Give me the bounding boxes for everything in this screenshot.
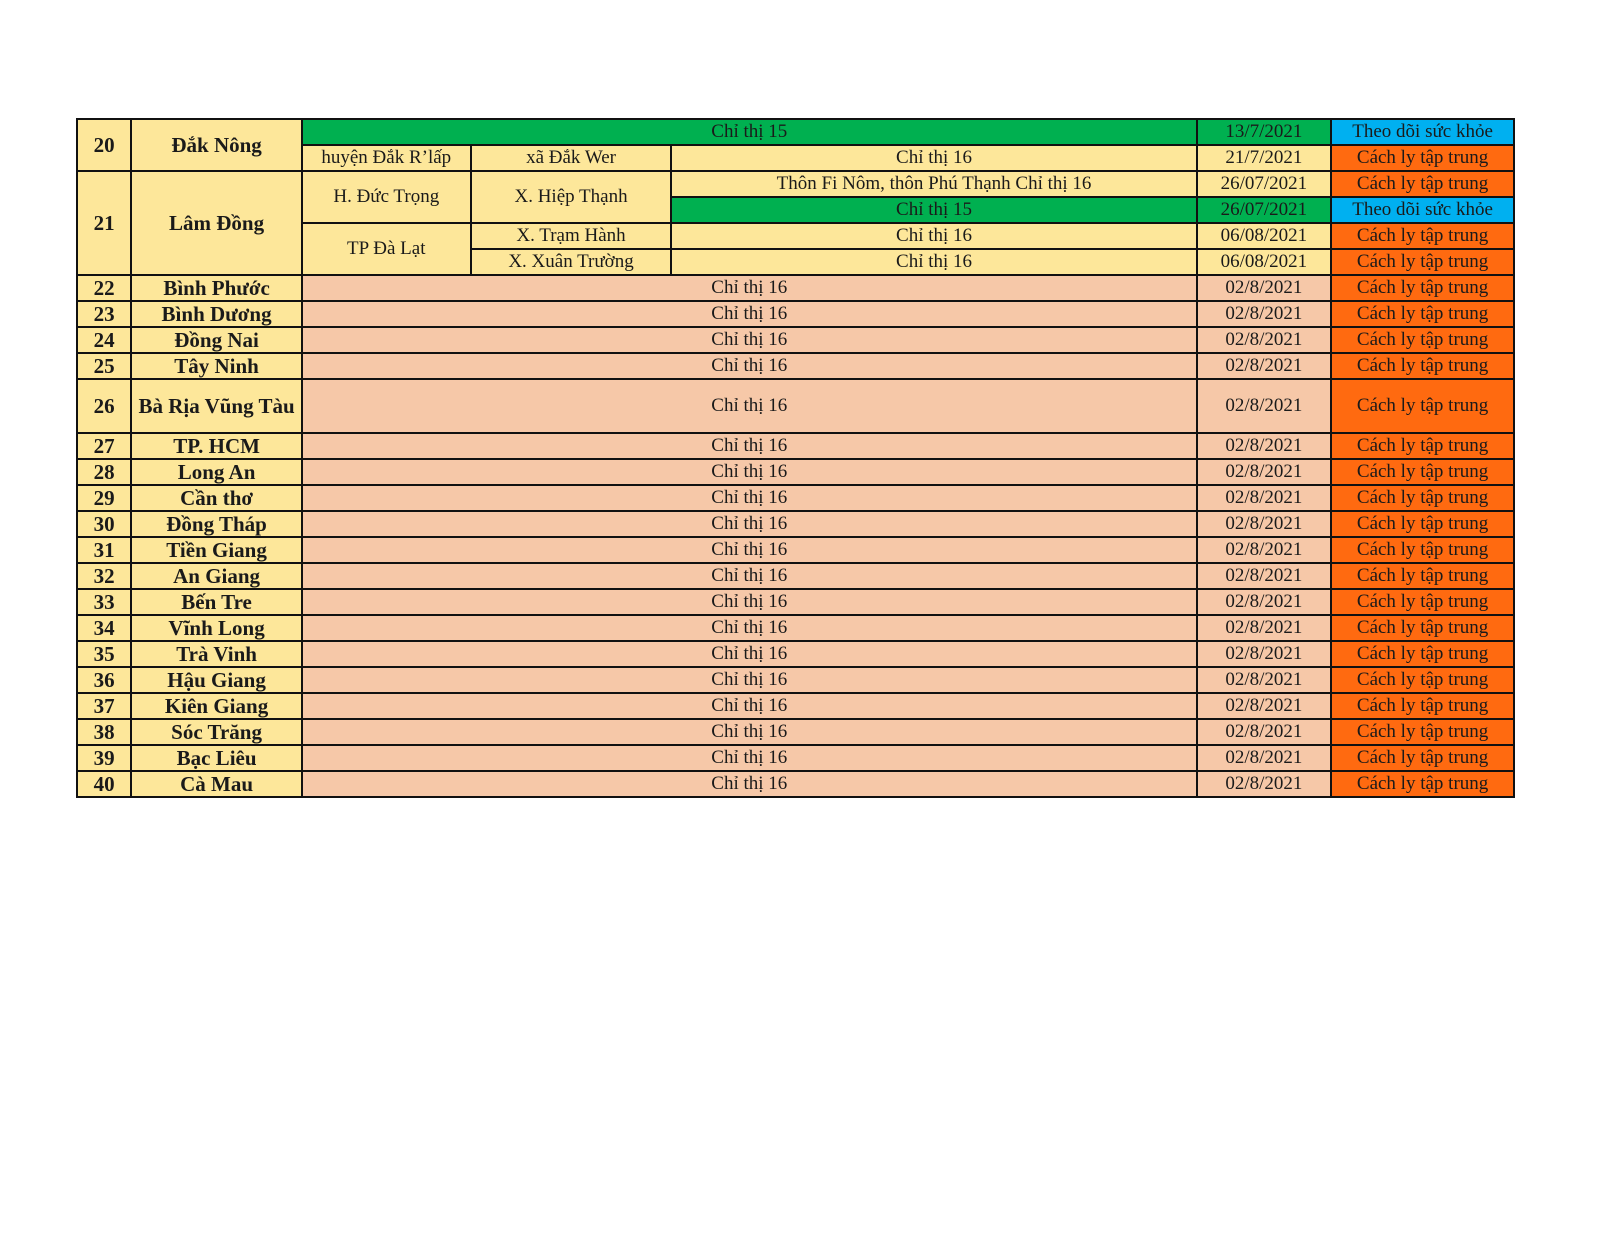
table-row xyxy=(77,433,1514,459)
row-number: 22 xyxy=(77,275,131,301)
date-cell: 02/8/2021 xyxy=(1197,327,1332,353)
row-number: 30 xyxy=(77,511,131,537)
status-cell: Cách ly tập trung xyxy=(1331,615,1514,641)
status-cell: Cách ly tập trung xyxy=(1331,719,1514,745)
province-name: Cà Mau xyxy=(131,771,302,797)
measure-cell: Chỉ thị 16 xyxy=(302,459,1197,485)
status-cell: Theo dõi sức khỏe xyxy=(1331,119,1514,145)
measure-cell: Chỉ thị 16 xyxy=(302,301,1197,327)
status-cell: Cách ly tập trung xyxy=(1331,511,1514,537)
date-cell: 26/07/2021 xyxy=(1197,171,1332,197)
district-cell: TP Đà Lạt xyxy=(302,223,471,275)
status-cell: Cách ly tập trung xyxy=(1331,223,1514,249)
date-cell: 02/8/2021 xyxy=(1197,511,1332,537)
measure-cell: Chỉ thị 16 xyxy=(302,589,1197,615)
date-cell: 02/8/2021 xyxy=(1197,537,1332,563)
province-name: Đắk Nông xyxy=(131,119,302,171)
table-row xyxy=(77,667,1514,693)
date-cell: 02/8/2021 xyxy=(1197,589,1332,615)
date-cell: 02/8/2021 xyxy=(1197,719,1332,745)
date-cell: 02/8/2021 xyxy=(1197,275,1332,301)
date-cell: 26/07/2021 xyxy=(1197,197,1332,223)
measure-cell: Chỉ thị 16 xyxy=(671,145,1196,171)
province-name: TP. HCM xyxy=(131,433,302,459)
date-cell: 06/08/2021 xyxy=(1197,223,1332,249)
measure-cell: Chỉ thị 16 xyxy=(302,353,1197,379)
status-cell: Cách ly tập trung xyxy=(1331,275,1514,301)
date-cell: 02/8/2021 xyxy=(1197,563,1332,589)
row-number: 40 xyxy=(77,771,131,797)
measure-cell: Chỉ thị 15 xyxy=(302,119,1197,145)
row-number: 25 xyxy=(77,353,131,379)
measure-cell: Chỉ thị 16 xyxy=(302,719,1197,745)
table-row xyxy=(77,511,1514,537)
province-name: Cần thơ xyxy=(131,485,302,511)
status-cell: Theo dõi sức khỏe xyxy=(1331,197,1514,223)
row-number: 38 xyxy=(77,719,131,745)
measure-cell: Chỉ thị 16 xyxy=(302,771,1197,797)
row-number: 29 xyxy=(77,485,131,511)
table-row xyxy=(77,485,1514,511)
table-row xyxy=(77,119,1514,145)
measure-cell: Thôn Fi Nôm, thôn Phú Thạnh Chỉ thị 16 xyxy=(671,171,1196,197)
restriction-table xyxy=(76,118,1515,798)
province-name: Lâm Đồng xyxy=(131,171,302,275)
measure-cell: Chỉ thị 16 xyxy=(302,485,1197,511)
province-name: Sóc Trăng xyxy=(131,719,302,745)
commune-cell: xã Đắk Wer xyxy=(471,145,672,171)
table-row xyxy=(77,327,1514,353)
status-cell: Cách ly tập trung xyxy=(1331,459,1514,485)
commune-cell: X. Xuân Trường xyxy=(471,249,672,275)
row-number: 35 xyxy=(77,641,131,667)
row-number: 23 xyxy=(77,301,131,327)
status-cell: Cách ly tập trung xyxy=(1331,145,1514,171)
date-cell: 02/8/2021 xyxy=(1197,615,1332,641)
table-row xyxy=(77,379,1514,433)
date-cell: 02/8/2021 xyxy=(1197,771,1332,797)
table-row xyxy=(77,301,1514,327)
status-cell: Cách ly tập trung xyxy=(1331,433,1514,459)
table-row xyxy=(77,275,1514,301)
province-name: Bà Rịa Vũng Tàu xyxy=(131,379,302,433)
status-cell: Cách ly tập trung xyxy=(1331,667,1514,693)
date-cell: 02/8/2021 xyxy=(1197,667,1332,693)
row-number: 27 xyxy=(77,433,131,459)
table-row xyxy=(77,353,1514,379)
row-number: 21 xyxy=(77,171,131,275)
province-name: Kiên Giang xyxy=(131,693,302,719)
measure-cell: Chỉ thị 16 xyxy=(302,563,1197,589)
date-cell: 02/8/2021 xyxy=(1197,353,1332,379)
measure-cell: Chỉ thị 16 xyxy=(302,433,1197,459)
row-number: 37 xyxy=(77,693,131,719)
measure-cell: Chỉ thị 16 xyxy=(302,537,1197,563)
status-cell: Cách ly tập trung xyxy=(1331,693,1514,719)
table-row xyxy=(77,641,1514,667)
measure-cell: Chỉ thị 16 xyxy=(671,223,1196,249)
province-name: Đồng Tháp xyxy=(131,511,302,537)
measure-cell: Chỉ thị 16 xyxy=(302,693,1197,719)
table-row xyxy=(77,459,1514,485)
status-cell: Cách ly tập trung xyxy=(1331,485,1514,511)
table-row xyxy=(77,745,1514,771)
province-name: Hậu Giang xyxy=(131,667,302,693)
province-name: Vĩnh Long xyxy=(131,615,302,641)
measure-cell: Chỉ thị 16 xyxy=(302,641,1197,667)
district-cell: huyện Đắk R’lấp xyxy=(302,145,471,171)
date-cell: 06/08/2021 xyxy=(1197,249,1332,275)
measure-cell: Chỉ thị 16 xyxy=(302,615,1197,641)
date-cell: 02/8/2021 xyxy=(1197,433,1332,459)
measure-cell: Chỉ thị 16 xyxy=(302,275,1197,301)
commune-cell: X. Trạm Hành xyxy=(471,223,672,249)
date-cell: 02/8/2021 xyxy=(1197,301,1332,327)
status-cell: Cách ly tập trung xyxy=(1331,353,1514,379)
status-cell: Cách ly tập trung xyxy=(1331,249,1514,275)
date-cell: 02/8/2021 xyxy=(1197,459,1332,485)
status-cell: Cách ly tập trung xyxy=(1331,589,1514,615)
table-row xyxy=(77,171,1514,197)
date-cell: 02/8/2021 xyxy=(1197,745,1332,771)
date-cell: 02/8/2021 xyxy=(1197,641,1332,667)
province-name: Bạc Liêu xyxy=(131,745,302,771)
row-number: 28 xyxy=(77,459,131,485)
province-name: An Giang xyxy=(131,563,302,589)
table-row xyxy=(77,693,1514,719)
row-number: 24 xyxy=(77,327,131,353)
date-cell: 02/8/2021 xyxy=(1197,485,1332,511)
row-number: 20 xyxy=(77,119,131,171)
date-cell: 21/7/2021 xyxy=(1197,145,1332,171)
status-cell: Cách ly tập trung xyxy=(1331,745,1514,771)
row-number: 36 xyxy=(77,667,131,693)
row-number: 39 xyxy=(77,745,131,771)
status-cell: Cách ly tập trung xyxy=(1331,641,1514,667)
measure-cell: Chỉ thị 16 xyxy=(302,379,1197,433)
status-cell: Cách ly tập trung xyxy=(1331,537,1514,563)
measure-cell: Chỉ thị 16 xyxy=(302,511,1197,537)
measure-cell: Chỉ thị 15 xyxy=(671,197,1196,223)
province-name: Bình Phước xyxy=(131,275,302,301)
table-row xyxy=(77,563,1514,589)
row-number: 26 xyxy=(77,379,131,433)
status-cell: Cách ly tập trung xyxy=(1331,563,1514,589)
table-row xyxy=(77,615,1514,641)
measure-cell: Chỉ thị 16 xyxy=(671,249,1196,275)
table-row xyxy=(77,719,1514,745)
province-name: Đồng Nai xyxy=(131,327,302,353)
status-cell: Cách ly tập trung xyxy=(1331,301,1514,327)
province-name: Tiền Giang xyxy=(131,537,302,563)
table-row xyxy=(77,771,1514,797)
row-number: 31 xyxy=(77,537,131,563)
date-cell: 13/7/2021 xyxy=(1197,119,1332,145)
date-cell: 02/8/2021 xyxy=(1197,693,1332,719)
measure-cell: Chỉ thị 16 xyxy=(302,327,1197,353)
measure-cell: Chỉ thị 16 xyxy=(302,745,1197,771)
commune-cell: X. Hiệp Thạnh xyxy=(471,171,672,223)
status-cell: Cách ly tập trung xyxy=(1331,379,1514,433)
district-cell: H. Đức Trọng xyxy=(302,171,471,223)
row-number: 32 xyxy=(77,563,131,589)
status-cell: Cách ly tập trung xyxy=(1331,171,1514,197)
row-number: 33 xyxy=(77,589,131,615)
province-name: Trà Vinh xyxy=(131,641,302,667)
status-cell: Cách ly tập trung xyxy=(1331,771,1514,797)
province-name: Tây Ninh xyxy=(131,353,302,379)
province-name: Long An xyxy=(131,459,302,485)
status-cell: Cách ly tập trung xyxy=(1331,327,1514,353)
date-cell: 02/8/2021 xyxy=(1197,379,1332,433)
province-name: Bến Tre xyxy=(131,589,302,615)
table-row xyxy=(77,537,1514,563)
province-name: Bình Dương xyxy=(131,301,302,327)
row-number: 34 xyxy=(77,615,131,641)
measure-cell: Chỉ thị 16 xyxy=(302,667,1197,693)
table-row xyxy=(77,589,1514,615)
